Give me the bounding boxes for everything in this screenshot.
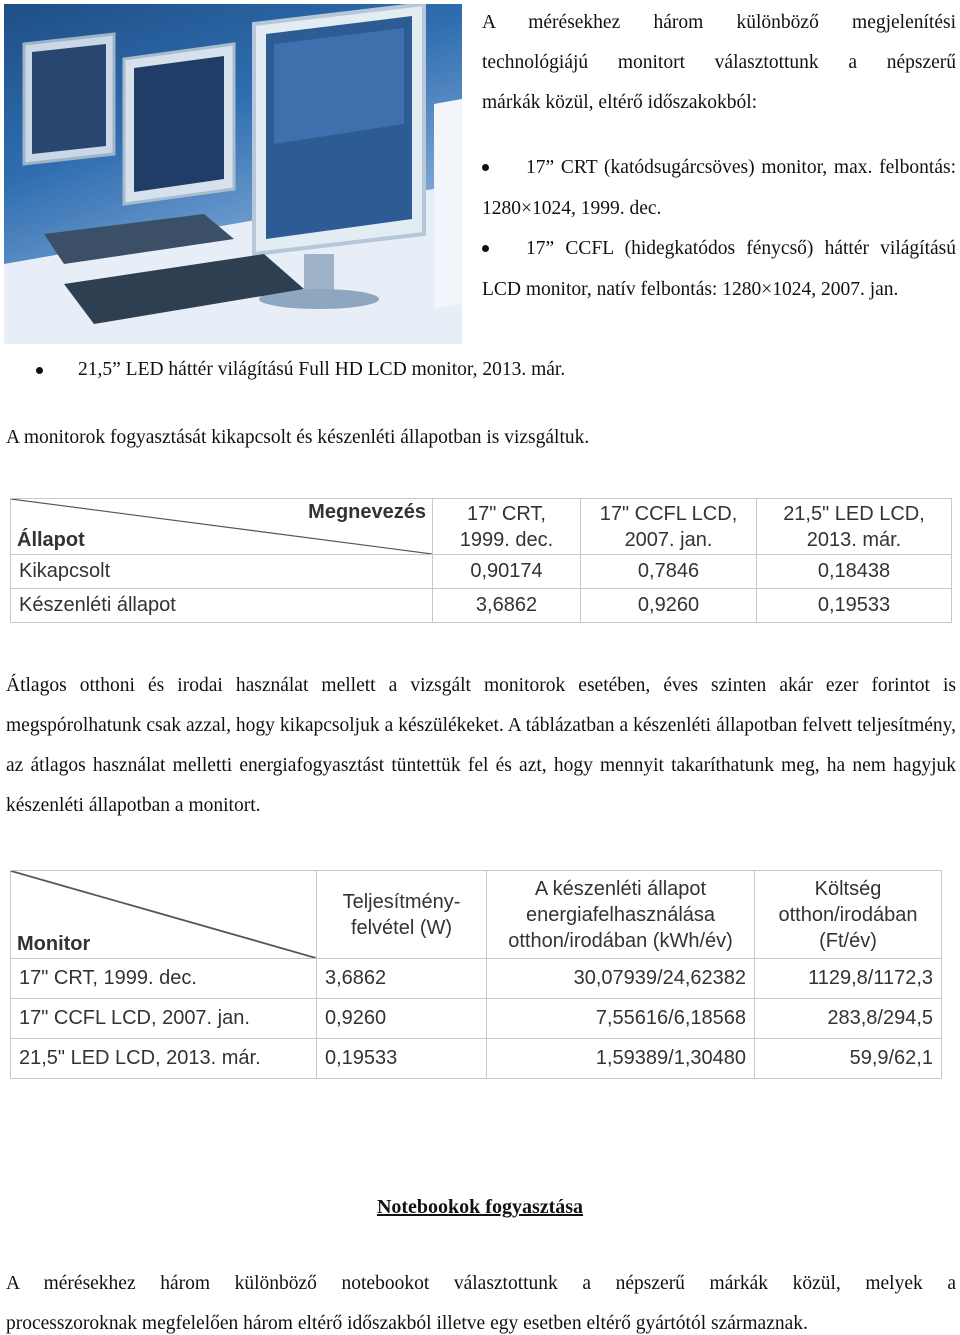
table2-corner-cell: [11, 871, 317, 959]
table2-header-cost: [755, 871, 942, 959]
table2-cell: 59,9/62,1: [755, 1039, 942, 1079]
bullet-led: [36, 352, 565, 388]
table2-header-power-line2: felvétel (W): [350, 916, 453, 939]
table-row: [11, 555, 952, 589]
table2-header-cost-line3: (Ft/év): [819, 929, 877, 952]
table2-header-power: [317, 871, 487, 959]
table1-cell: 0,90174: [433, 555, 581, 589]
table2-cell: 1,59389/1,30480: [487, 1039, 755, 1079]
table1-cell: 0,7846: [581, 555, 757, 589]
table-row: [11, 1039, 942, 1079]
intro-line-2: technológiájú monitort választottunk a népszerű: [482, 52, 956, 73]
intro-line-1: A mérésekhez három különböző megjelenítési: [482, 12, 956, 33]
table2-header-cost-line2: otthon/irodában: [778, 903, 918, 926]
table1-col-crt: [433, 499, 581, 555]
consumption-line: A monitorok fogyasztását kikapcsolt és készenléti állapotban is vizsgáltuk.: [6, 427, 590, 448]
table2-cell: 7,55616/6,18568: [487, 999, 755, 1039]
cost-table: [10, 870, 942, 1079]
table1-row-label: Készenléti állapot: [11, 589, 433, 623]
table2-header-monitor: Monitor: [17, 933, 91, 955]
table2-cell: 0,19533: [317, 1039, 487, 1079]
table2-cell: 1129,8/1172,3: [755, 959, 942, 999]
bullet-ccfl: 17” CCFL (hidegkatódos fénycső) háttér világítású LCD monitor, natív felbontás: 1280×1024, 2007. jan.: [482, 229, 956, 310]
table-row: [11, 959, 942, 999]
table1-row-label: Kikapcsolt: [11, 555, 433, 589]
table1-col-ccfl-line1: 17" CCFL LCD,: [599, 502, 738, 525]
table-row: [11, 589, 952, 623]
table1-header-megnevezes: Megnevezés: [308, 501, 426, 523]
table2-cell: 0,9260: [317, 999, 487, 1039]
table2-header-power-line1: Teljesítmény-: [342, 890, 461, 913]
table1-cell: 0,9260: [581, 589, 757, 623]
table2-header-cost-line1: Költség: [814, 877, 882, 900]
table1-cell: 0,18438: [757, 555, 952, 589]
intro-line-3: márkák közül, eltérő időszakokból:: [482, 92, 758, 113]
table1-header-allapot: Állapot: [17, 529, 85, 551]
table1-cell: 0,19533: [757, 589, 952, 623]
intro-text: [482, 3, 956, 123]
bullet-crt: 17” CRT (katódsugárcsöves) monitor, max. felbontás: 1280×1024, 1999. dec.: [482, 148, 956, 229]
table2-cell: 3,6862: [317, 959, 487, 999]
table2-row-label: 17" CCFL LCD, 2007. jan.: [11, 999, 317, 1039]
table1-col-ccfl-line2: 2007. jan.: [624, 528, 713, 551]
standby-table: [10, 498, 952, 623]
table1-col-crt-line2: 1999. dec.: [459, 528, 554, 551]
table2-header-energy-line1: A készenléti állapot: [534, 877, 707, 900]
table2-row-label: 21,5" LED LCD, 2013. már.: [11, 1039, 317, 1079]
table2-header-energy: [487, 871, 755, 959]
table1-col-led: [757, 499, 952, 555]
table2-header-energy-line3: otthon/irodában (kWh/év): [508, 929, 733, 952]
monitor-bullet-list: [482, 148, 956, 310]
table2-row-label: 17" CRT, 1999. dec.: [11, 959, 317, 999]
savings-paragraph: Átlagos otthoni és irodai használat mellett a vizsgált monitorok esetében, éves szinten akár ezer forintot is megspórolhatunk csak azzal, hogy kikapcsoljuk a készülékeket. A táblázatban a készenléti állapotban felvett teljesítmény, az átlagos használat melletti energiafogyasztást tüntettük fel és azt, hogy mennyit takaríthatunk meg, ha nem hagyjuk készenléti állapotban a monitort.: [6, 675, 956, 816]
table2-header-energy-line2: energiafelhasználása: [525, 903, 716, 926]
bullet-led-text: 21,5” LED háttér világítású Full HD LCD monitor, 2013. már.: [78, 359, 566, 380]
notebook-paragraph-line2: processzoroknak megfelelően három eltérő időszakból illetve egy esetben eltérő gyártótól származnak.: [6, 1313, 808, 1334]
table2-cell: 283,8/294,5: [755, 999, 942, 1039]
table2-cell: 30,07939/24,62382: [487, 959, 755, 999]
notebook-paragraph: [6, 1264, 956, 1335]
table1-col-led-line2: 2013. már.: [806, 528, 902, 551]
monitors-illustration: [4, 4, 462, 344]
table1-col-crt-line1: 17" CRT,: [467, 502, 546, 525]
notebook-paragraph-line1: A mérésekhez három különböző notebookot választottunk a népszerű márkák közül, melyek a: [6, 1273, 956, 1294]
table1-col-led-line1: 21,5" LED LCD,: [783, 502, 925, 525]
monitors-photo: [4, 4, 462, 344]
notebook-heading: Notebookok fogyasztása: [376, 1196, 584, 1218]
table1-col-ccfl: [581, 499, 757, 555]
table1-cell: 3,6862: [433, 589, 581, 623]
table1-corner-cell: [11, 499, 433, 555]
table-row: [11, 999, 942, 1039]
